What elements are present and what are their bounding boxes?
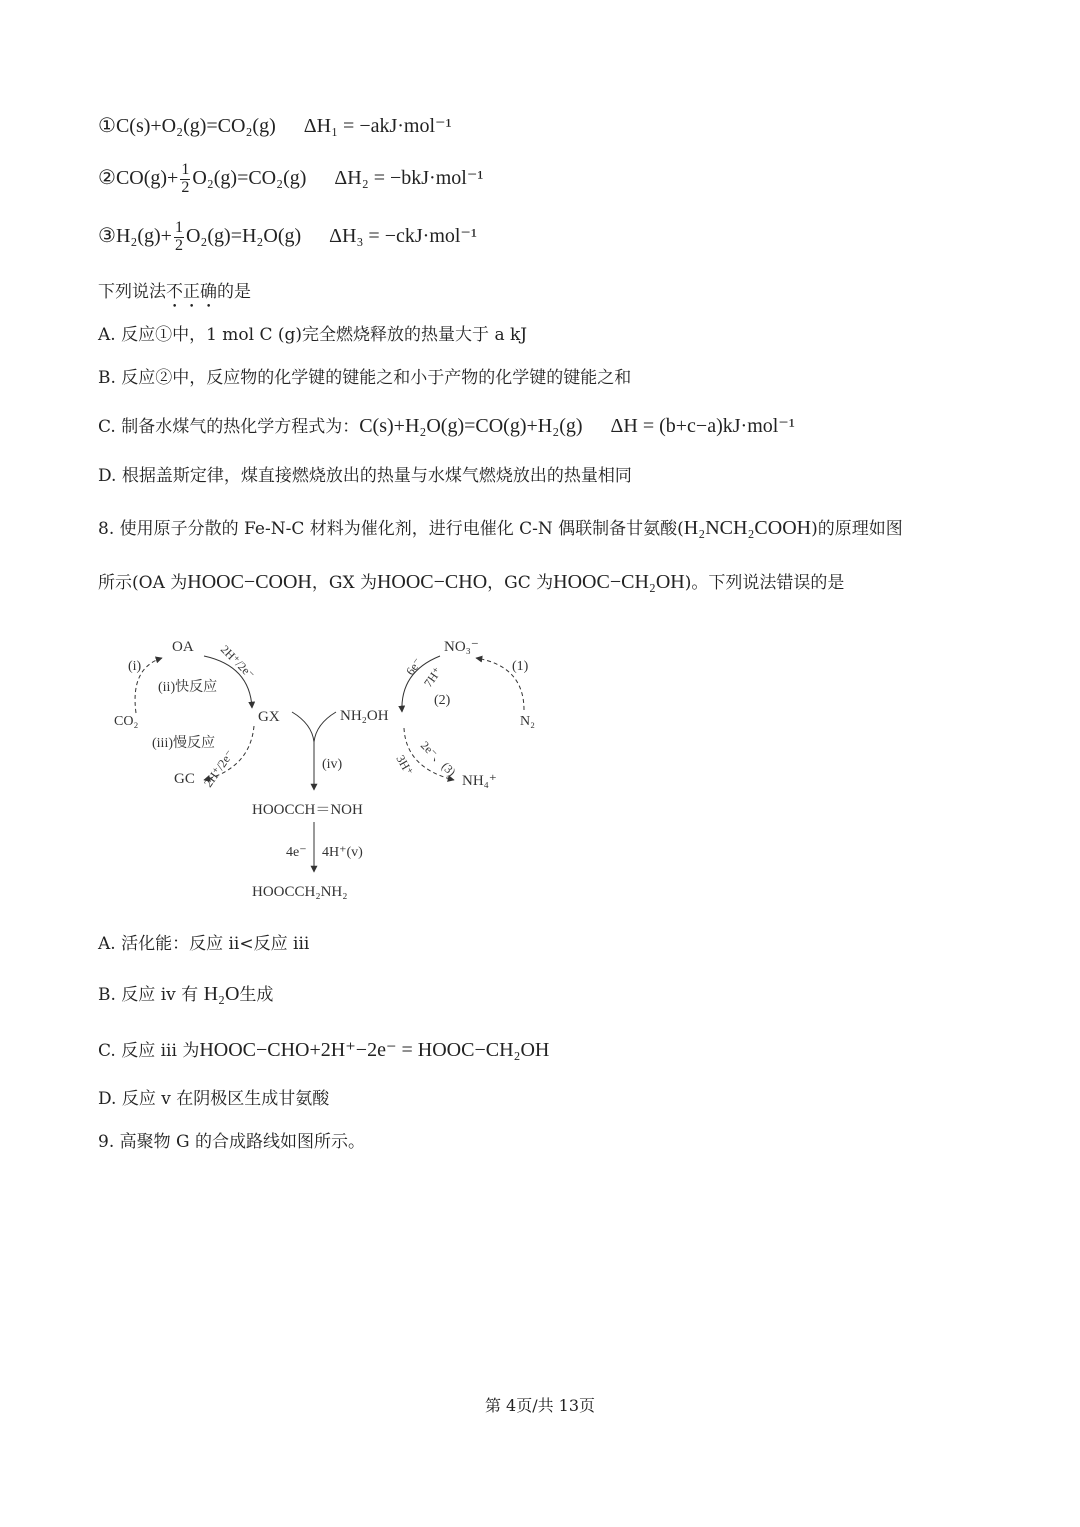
step-v-protons: 4H⁺(v) bbox=[322, 845, 363, 860]
nh2oh-label: NH₂OH bbox=[340, 708, 389, 724]
equation-marker: ② bbox=[98, 166, 116, 189]
gx-formula: HOOC−CHO bbox=[376, 571, 488, 593]
q7-option-a: A. 反应①中，1 mol C (g)完全燃烧释放的热量大于 a kJ bbox=[98, 325, 528, 345]
gc-label: GC bbox=[174, 771, 195, 787]
fraction: $\frac{1}{2}$ bbox=[181, 161, 190, 196]
q8-option-b: B. 反应 iv 有 H₂O生成 bbox=[98, 983, 274, 1005]
gc-formula: HOOC−CH₂OH bbox=[553, 571, 685, 593]
step-2-label: (2) bbox=[434, 693, 451, 708]
step-ii-label: (ii)快反应 bbox=[158, 680, 218, 695]
emphasis-text: 不正确 bbox=[166, 282, 217, 302]
reaction-diagram bbox=[100, 628, 540, 918]
glycine-formula: H₂NCH₂COOH bbox=[683, 517, 812, 539]
q7-option-d: D. 根据盖斯定律，煤直接燃烧放出的热量与水煤气燃烧放出的热量相同 bbox=[98, 466, 632, 486]
q7-option-c: C. 制备水煤气的热化学方程式为：C(s)+H₂O(g)=CO(g)+H₂(g) ΔH = (b+c−a)kJ·mol⁻¹ bbox=[98, 415, 795, 437]
q7-stem: 下列说法不正确的是 bbox=[98, 282, 251, 302]
q8-stem-line1: 8. 使用原子分散的 Fe-N-C 材料为催化剂，进行电催化 C-N 偶联制备甘氨酸(H₂NCH₂COOH)的原理如图 bbox=[98, 517, 903, 539]
co2-label: CO₂ bbox=[114, 714, 139, 729]
step-iii-label: (iii)慢反应 bbox=[152, 736, 215, 751]
enthalpy: ΔH₂ = −bkJ·mol⁻¹ bbox=[334, 166, 484, 189]
option-c-equation: C(s)+H₂O(g)=CO(g)+H₂(g) bbox=[359, 415, 583, 437]
n2-label: N₂ bbox=[520, 714, 535, 729]
coupling-lines bbox=[292, 712, 336, 742]
page-footer: 第 4页/共 13页 bbox=[484, 1396, 596, 1415]
equation-body-a: CO(g)+ bbox=[115, 166, 179, 189]
equation-marker: ① bbox=[98, 115, 116, 137]
step-i-label: (i) bbox=[128, 659, 142, 674]
step-1-label: (1) bbox=[512, 659, 529, 674]
q7-option-b: B. 反应②中，反应物的化学键的键能之和小于产物的化学键的键能之和 bbox=[98, 368, 632, 388]
oa-label: OA bbox=[172, 639, 194, 655]
fraction: $\frac{1}{2}$ bbox=[174, 219, 183, 254]
q8-stem-line2: 所示(OA 为HOOC−COOH，GX 为HOOC−CHO，GC 为HOOC−CH₂OH)。下列说法错误的是 bbox=[98, 571, 845, 593]
step-3-electrons: 2e⁻、(3) bbox=[417, 738, 459, 779]
step-3-protons: 3H⁺ bbox=[393, 752, 417, 778]
equation-marker: ③ bbox=[98, 224, 116, 247]
enthalpy: ΔH₃ = −ckJ·mol⁻¹ bbox=[329, 224, 477, 247]
q8-option-d: D. 反应 v 在阴极区生成甘氨酸 bbox=[98, 1089, 330, 1109]
step-iv-label: (iv) bbox=[322, 757, 343, 772]
q9-stem: 9. 高聚物 G 的合成路线如图所示。 bbox=[98, 1132, 366, 1152]
q8-option-c: C. 反应 iii 为HOOC−CHO+2H⁺−2e⁻ = HOOC−CH₂OH bbox=[98, 1039, 550, 1061]
equation-1 bbox=[98, 114, 452, 138]
glycine-label: HOOCCH₂NH₂ bbox=[252, 884, 348, 900]
option-c-reaction: HOOC−CHO+2H⁺−2e⁻ = HOOC−CH₂OH bbox=[199, 1039, 550, 1061]
equation-body-b: O₂(g)=H₂O(g) bbox=[185, 224, 302, 247]
oa-formula: HOOC−COOH bbox=[187, 571, 312, 593]
water-formula: H₂O bbox=[203, 983, 240, 1005]
step-2-electrons: 6e⁻ bbox=[402, 655, 425, 678]
equation-2 bbox=[98, 162, 483, 197]
oxime-label: HOOCCH＝NOH bbox=[252, 802, 363, 818]
step-v-electrons: 4e⁻ bbox=[286, 845, 307, 860]
step-iii-reagents: 2H⁺/2e⁻ bbox=[200, 747, 237, 790]
option-c-enthalpy: ΔH = (b+c−a)kJ·mol⁻¹ bbox=[610, 415, 795, 437]
equation-3 bbox=[98, 220, 477, 255]
equation-body-a: H₂(g)+ bbox=[115, 224, 172, 247]
ammonium-label: NH₄⁺ bbox=[462, 773, 497, 789]
step-ii-reagents: 2H⁺/2e⁻ bbox=[217, 642, 258, 682]
nitrate-label: NO₃⁻ bbox=[444, 639, 479, 655]
equation-body: C(s)+O₂(g)=CO₂(g) bbox=[115, 115, 276, 137]
enthalpy: ΔH₁ = −akJ·mol⁻¹ bbox=[303, 115, 452, 137]
step-2-protons: 7H⁺ bbox=[420, 664, 445, 690]
gx-label: GX bbox=[258, 709, 280, 725]
q8-option-a: A. 活化能：反应 ii<反应 iii bbox=[98, 934, 310, 954]
equation-body-b: O₂(g)=CO₂(g) bbox=[192, 166, 307, 189]
